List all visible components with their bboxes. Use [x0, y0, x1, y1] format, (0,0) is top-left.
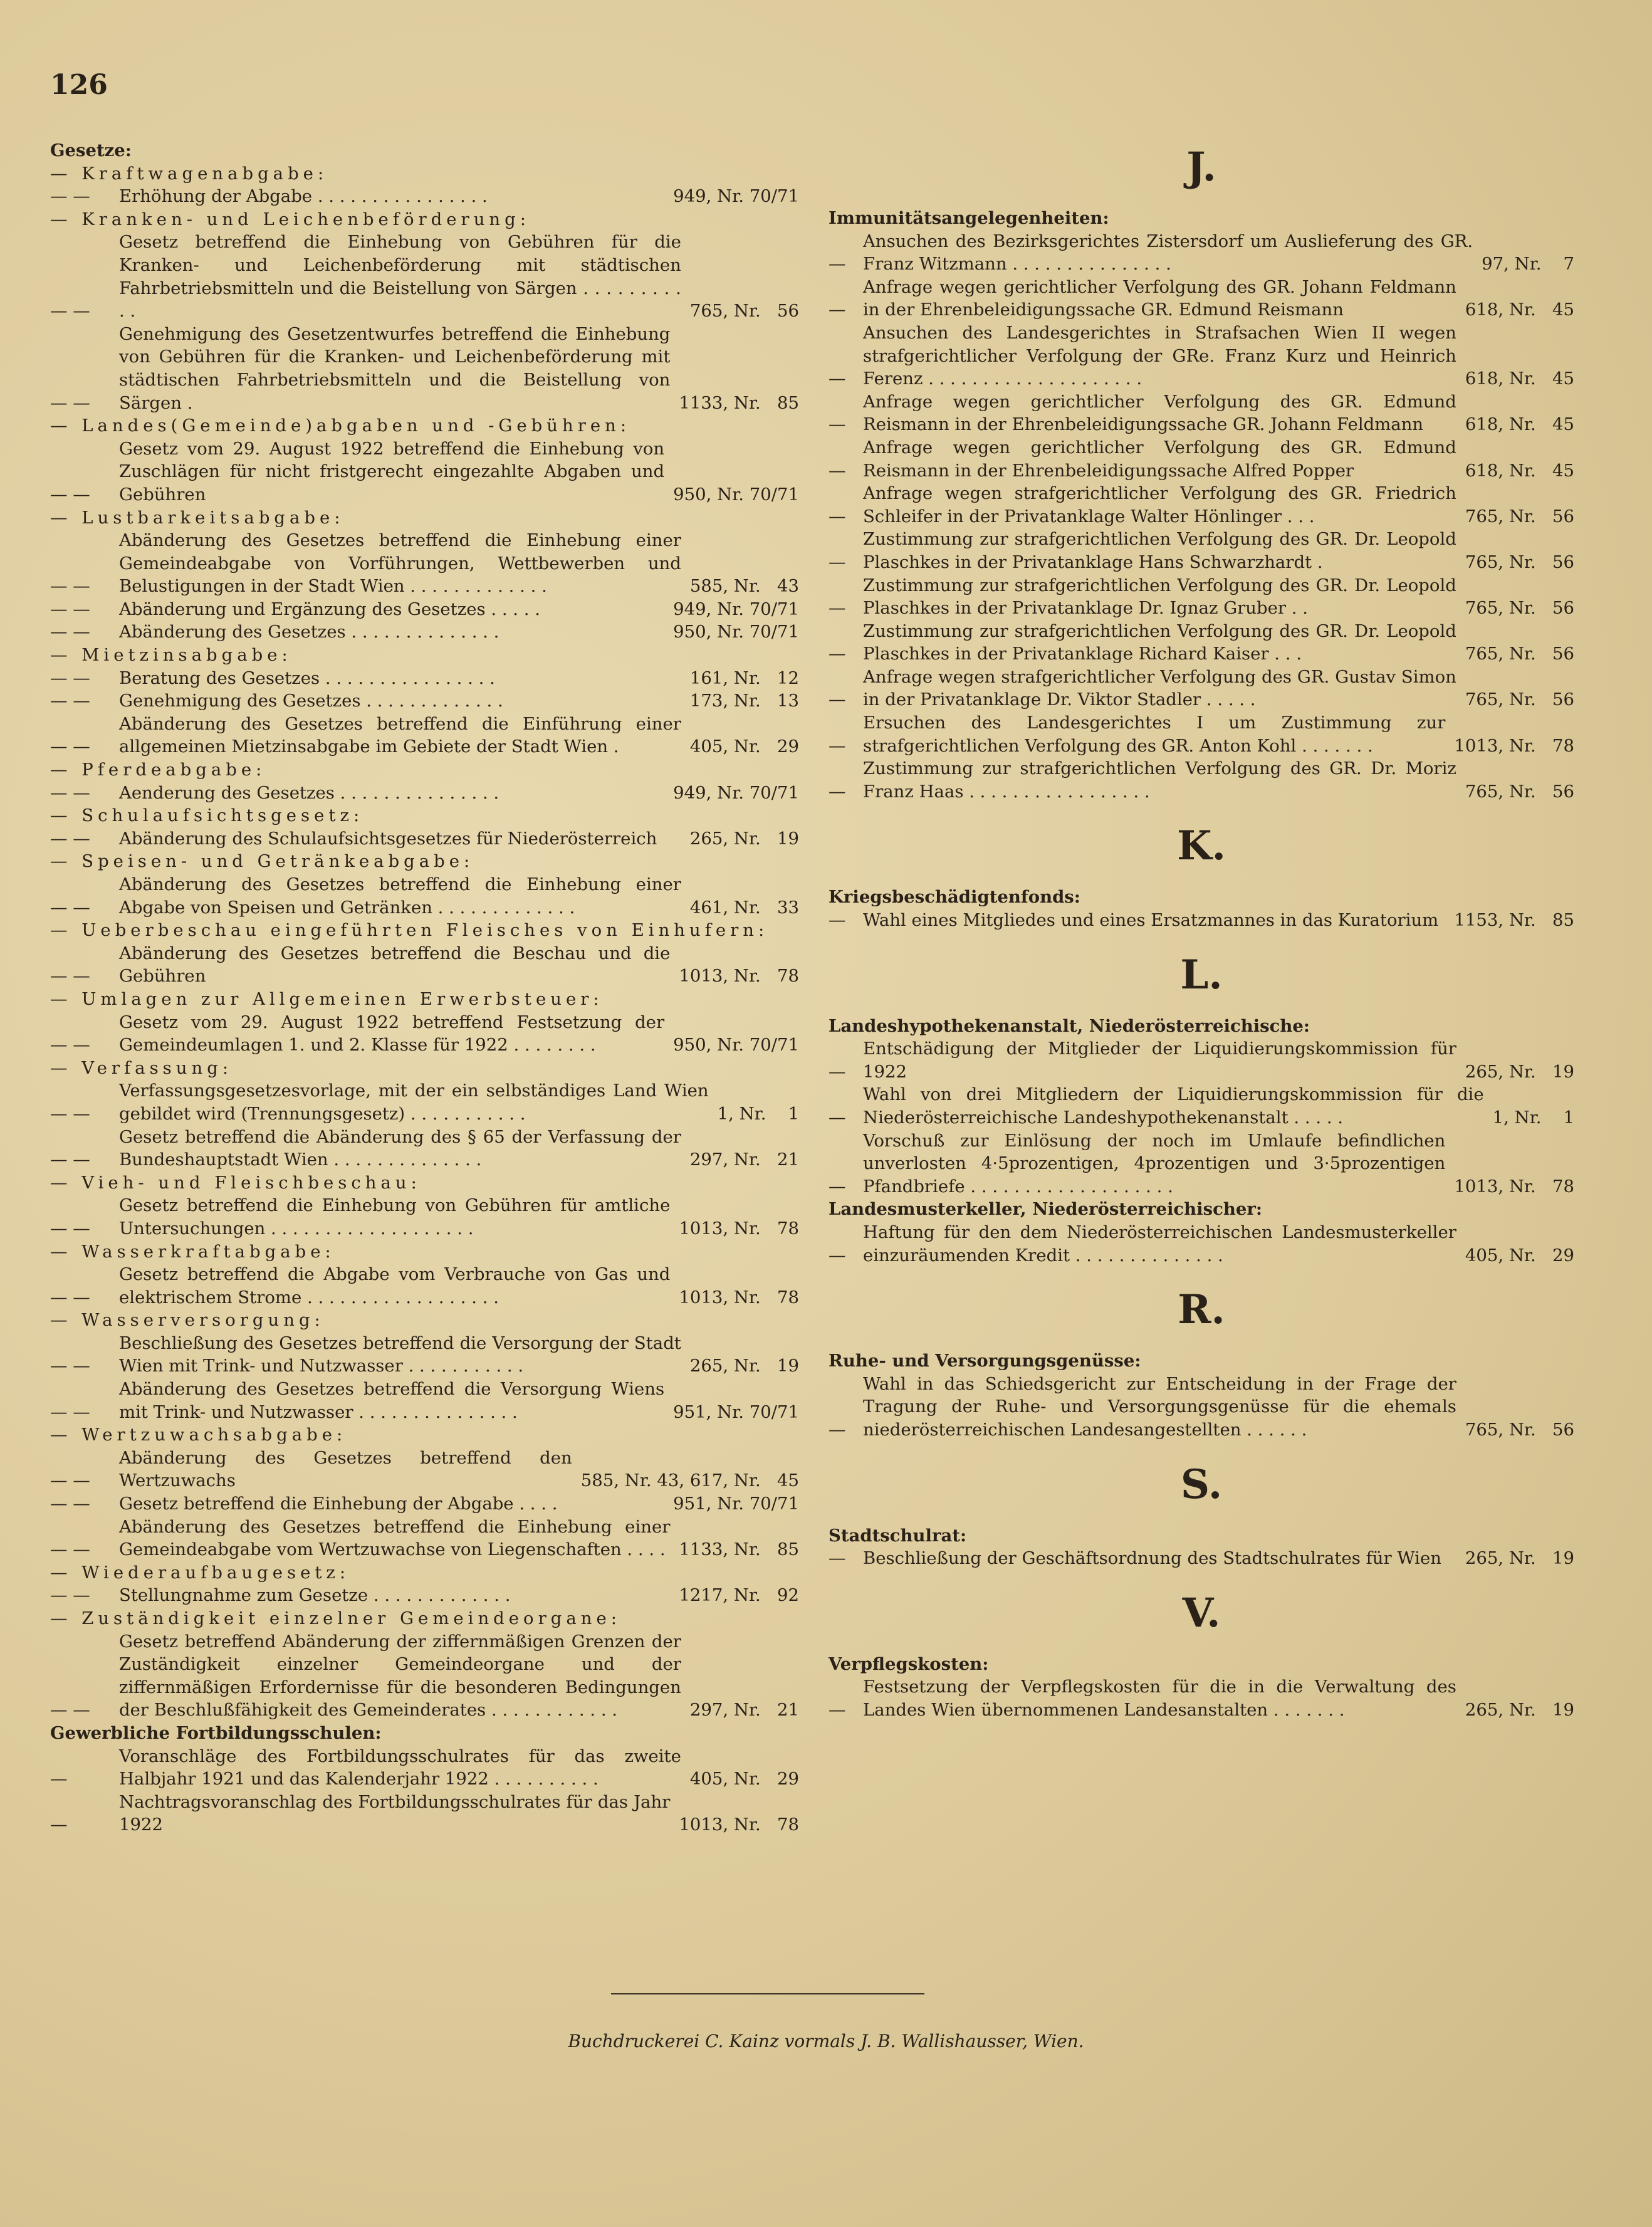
index-entry: [829, 1675, 1574, 1721]
entry-text: Wahl eines Mitgliedes und eines Ersatzmannes in das Kuratorium: [863, 910, 1439, 931]
subheading: — Kraftwagenabgabe:: [50, 163, 328, 184]
section-heading: Kriegsbeschädigtenfonds:: [829, 887, 1080, 908]
subheading: — Zuständigkeit einzelner Gemeindeorgane:: [50, 1608, 622, 1628]
entry-ref: 1013, Nr. 78: [679, 1218, 799, 1239]
entry-text: Anfrage wegen gerichtlicher Verfolgung des GR. Johann Feldmann in der Ehrenbeleidigungssache GR. Edmund Reismann: [863, 276, 1456, 320]
entry-text: Gesetz vom 29. August 1922 betreffend die Einhebung von Zuschlägen für nicht fristgerecht eingezahlte Abgaben und Gebühren: [119, 438, 665, 505]
letter-heading: R.: [1178, 1286, 1225, 1334]
entry-ref: 765, Nr. 56: [1465, 1419, 1574, 1440]
entry-marker: — —: [50, 1585, 90, 1606]
index-entry: [829, 711, 1574, 757]
index-entry: [50, 621, 799, 644]
entry-ref: 405, Nr. 29: [689, 736, 799, 757]
index-entry: [50, 667, 799, 690]
entry-text: Beschließung der Geschäftsordnung des Stadtschulrates für Wien: [863, 1548, 1441, 1569]
index-entry: [50, 438, 799, 506]
entry-marker: —: [829, 1108, 846, 1128]
index-entry: [50, 1079, 799, 1125]
entry-ref: 951, Nr. 70/71: [673, 1402, 799, 1422]
entry-text: Ansuchen des Bezirksgerichtes Zistersdorf um Auslieferung des GR. Franz Witzmann . . . . . . . . . . . . . . .: [863, 231, 1473, 275]
entry-marker: — —: [50, 828, 90, 849]
entry-text: Zustimmung zur strafgerichtlichen Verfolgung des GR. Dr. Leopold Plaschkes in der Privatanklage Richard Kaiser . . .: [863, 621, 1456, 664]
subheading: — Wasserkraftabgabe:: [50, 1241, 335, 1262]
entry-text: Abänderung des Gesetzes betreffend die Beschau und die Gebühren: [119, 943, 671, 987]
section-heading: Ruhe- und Versorgungsgenüsse:: [829, 1351, 1141, 1371]
entry-marker: —: [50, 1769, 68, 1789]
index-entry: [829, 666, 1574, 711]
left-column: [50, 139, 799, 1837]
entry-text: Abänderung des Gesetzes betreffend die Einhebung einer Abgabe von Speisen und Getränken . . . . . . . . . . . . .: [119, 874, 681, 918]
entry-ref: 265, Nr. 19: [1465, 1548, 1574, 1569]
subheading: — Wertzuwachsabgabe:: [50, 1425, 347, 1445]
entry-text: Abänderung des Gesetzes betreffend die Versorgung Wiens mit Trink- und Nutzwasser . . . . . . . . . . . . . . .: [119, 1379, 665, 1422]
entry-marker: —: [829, 552, 846, 572]
index-entry: [829, 528, 1574, 574]
entry-text: Wahl von drei Mitgliedern der Liquidierungskommission für die Niederösterreichische Landeshypothekenanstalt . . . . .: [863, 1084, 1484, 1128]
entry-marker: —: [829, 735, 846, 756]
entry-text: Verfassungsgesetzesvorlage, mit der ein selbständiges Land Wien gebildet wird (Trennungsgesetz) . . . . . . . . . . .: [119, 1081, 709, 1124]
entry-ref: 297, Nr. 21: [689, 1150, 799, 1170]
entry-marker: —: [829, 414, 846, 435]
printer-imprint: Buchdruckerei C. Kainz vormals J. B. Wallishausser, Wien.: [568, 2031, 1084, 2051]
entry-text: Ersuchen des Landesgerichtes I um Zustimmung zur strafgerichtlichen Verfolgung des GR. Anton Kohl . . . . . . .: [863, 713, 1446, 756]
subheading: — Kranken- und Leichenbeförderung:: [50, 209, 530, 229]
index-entry: [50, 529, 799, 598]
entry-marker: — —: [50, 966, 90, 987]
entry-ref: 1013, Nr. 78: [679, 1287, 799, 1307]
index-entry: [50, 1584, 799, 1607]
entry-ref: 950, Nr. 70/71: [673, 484, 799, 505]
index-entry: [50, 689, 799, 713]
entry-text: Erhöhung der Abgabe . . . . . . . . . . . . . . . .: [119, 186, 488, 207]
index-entry: [50, 873, 799, 919]
entry-marker: — —: [50, 668, 90, 688]
index-entry: [50, 185, 799, 208]
entry-ref: 97, Nr. 7: [1482, 254, 1574, 275]
entry-text: Voranschläge des Fortbildungsschulrates für das zweite Halbjahr 1921 und das Kalenderjahr 1922 . . . . . . . . . .: [119, 1746, 681, 1789]
entry-ref: 1133, Nr. 85: [679, 392, 799, 413]
entry-marker: — —: [50, 1150, 90, 1170]
entry-ref: 765, Nr. 56: [1465, 506, 1574, 527]
entry-text: Anfrage wegen gerichtlicher Verfolgung des GR. Edmund Reismann in der Ehrenbeleidigungssache Alfred Popper: [863, 437, 1456, 481]
entry-marker: — —: [50, 1494, 90, 1514]
subheading: — Umlagen zur Allgemeinen Erwerbsteuer:: [50, 988, 604, 1009]
entry-ref: 618, Nr. 45: [1465, 369, 1574, 389]
entry-ref: 1217, Nr. 92: [679, 1585, 799, 1606]
index-entry: [50, 1332, 799, 1378]
subheading: — Wasserversorgung:: [50, 1310, 325, 1331]
entry-marker: —: [829, 254, 846, 275]
entry-marker: — —: [50, 691, 90, 711]
entry-ref: 173, Nr. 13: [689, 691, 799, 711]
index-entry: [50, 231, 799, 322]
index-entry: [50, 1263, 799, 1309]
index-entry: [829, 757, 1574, 803]
entry-text: Abänderung des Gesetzes betreffend die Einführung einer allgemeinen Mietzinsabgabe im Gebiete der Stadt Wien .: [119, 713, 681, 757]
entry-ref: 765, Nr. 56: [1465, 689, 1574, 710]
subheading: — Lustbarkeitsabgabe:: [50, 507, 345, 528]
entry-marker: — —: [50, 1035, 90, 1056]
entry-marker: —: [829, 1245, 846, 1265]
entry-ref: 1133, Nr. 85: [679, 1539, 799, 1560]
entry-ref: 1, Nr. 1: [717, 1103, 799, 1124]
entry-text: Zustimmung zur strafgerichtlichen Verfolgung des GR. Dr. Leopold Plaschkes in der Privatanklage Hans Schwarzhardt .: [863, 529, 1456, 572]
index-entry: [50, 1492, 799, 1516]
entry-ref: 405, Nr. 29: [689, 1769, 799, 1789]
entry-ref: 405, Nr. 29: [1465, 1245, 1574, 1265]
entry-marker: —: [829, 506, 846, 527]
entry-ref: 765, Nr. 56: [689, 301, 799, 322]
page-number: 126: [50, 69, 108, 101]
entry-ref: 1013, Nr. 78: [679, 966, 799, 987]
entry-ref: 618, Nr. 45: [1465, 300, 1574, 320]
index-entry: [829, 276, 1574, 322]
index-entry: [829, 1373, 1574, 1442]
entry-marker: —: [829, 598, 846, 619]
entry-text: Gesetz betreffend die Abgabe vom Verbrauche von Gas und elektrischem Strome . . . . . . . . . . . . . . . . . .: [119, 1264, 671, 1307]
entry-marker: — —: [50, 622, 90, 642]
entry-text: Abänderung des Gesetzes betreffend die Einhebung einer Gemeindeabgabe von Vorführungen, Wettbewerben und Belustigungen in der Stadt Wien . . . . . . . . . . . . .: [119, 530, 681, 597]
index-entry: [50, 1630, 799, 1722]
entry-marker: —: [829, 1548, 846, 1569]
entry-marker: — —: [50, 484, 90, 505]
entry-text: Abänderung des Gesetzes betreffend den Wertzuwachs: [119, 1447, 572, 1491]
entry-marker: — —: [50, 186, 90, 207]
entry-marker: — —: [50, 1218, 90, 1239]
entry-text: Anfrage wegen gerichtlicher Verfolgung des GR. Edmund Reismann in der Ehrenbeleidigungssache GR. Johann Feldmann: [863, 391, 1456, 435]
entry-text: Stellungnahme zum Gesetze . . . . . . . . . . . . .: [119, 1585, 511, 1606]
entry-text: Gesetz vom 29. August 1922 betreffend Festsetzung der Gemeindeumlagen 1. und 2. Klasse für 1922 . . . . . . . .: [119, 1012, 665, 1056]
entry-text: Abänderung des Gesetzes . . . . . . . . . . . . . .: [119, 622, 499, 642]
entry-ref: 618, Nr. 45: [1465, 414, 1574, 435]
index-entry: [829, 482, 1574, 528]
entry-ref: 585, Nr. 43, 617, Nr. 45: [580, 1470, 799, 1491]
entry-text: Ansuchen des Landesgerichtes in Strafsachen Wien II wegen strafgerichtlicher Verfolgung der GRe. Franz Kurz und Heinrich Ferenz . . . . . . . . . . . . . . . . . . . .: [863, 322, 1456, 389]
entry-marker: — —: [50, 1470, 90, 1491]
divider-rule: [611, 1993, 924, 1994]
entry-marker: —: [829, 369, 846, 389]
entry-text: Abänderung des Schulaufsichtsgesetzes für Niederösterreich: [119, 828, 657, 849]
index-entry: [50, 1378, 799, 1423]
entry-ref: 949, Nr. 70/71: [673, 599, 799, 619]
subheading: — Speisen- und Getränkeabgabe:: [50, 851, 474, 872]
entry-ref: 461, Nr. 33: [689, 897, 799, 918]
subheading: — Verfassung:: [50, 1057, 233, 1078]
entry-ref: 618, Nr. 45: [1465, 460, 1574, 481]
entry-marker: — —: [50, 897, 90, 918]
entry-text: Beratung des Gesetzes . . . . . . . . . . . . . . . .: [119, 668, 495, 688]
entry-marker: — —: [50, 1287, 90, 1307]
entry-text: Entschädigung der Mitglieder der Liquidierungskommission für 1922: [863, 1039, 1456, 1082]
entry-ref: 265, Nr. 19: [689, 828, 799, 849]
entry-ref: 585, Nr. 43: [689, 576, 799, 597]
entry-marker: —: [829, 1176, 846, 1197]
right-column: [829, 139, 1574, 1722]
subheading: — Vieh- und Fleischbeschau:: [50, 1172, 421, 1193]
entry-text: Genehmigung des Gesetzes . . . . . . . . . . . . .: [119, 691, 503, 711]
section-heading: Landeshypothekenanstalt, Niederösterreichische:: [829, 1015, 1310, 1036]
section-heading: Landesmusterkeller, Niederösterreichischer:: [829, 1199, 1262, 1220]
entry-ref: 950, Nr. 70/71: [673, 1035, 799, 1056]
entry-marker: —: [829, 910, 846, 931]
section-heading: Verpflegskosten:: [829, 1653, 989, 1674]
entry-marker: —: [829, 1061, 846, 1082]
entry-marker: — —: [50, 782, 90, 803]
index-entry: [829, 390, 1574, 436]
letter-heading: V.: [1182, 1589, 1221, 1637]
index-entry: [50, 1126, 799, 1171]
subheading: — Landes(Gemeinde)abgaben und -Gebühren:: [50, 416, 631, 436]
entry-text: Wahl in das Schiedsgericht zur Entscheidung in der Frage der Tragung der Ruhe- und Versorgungsgenüsse für die ehemals niederösterreichischen Landesangestellten . . . . . .: [863, 1373, 1456, 1440]
subheading: — Ueberbeschau eingeführten Fleisches von Einhufern:: [50, 920, 769, 941]
entry-ref: 765, Nr. 56: [1465, 552, 1574, 572]
index-entry: [50, 1516, 799, 1561]
index-entry: [829, 1221, 1574, 1267]
entry-marker: — —: [50, 1356, 90, 1376]
entry-marker: — —: [50, 392, 90, 413]
entry-text: Festsetzung der Verpflegskosten für die in die Verwaltung des Landes Wien übernommenen Landesanstalten . . . . . . .: [863, 1677, 1456, 1720]
index-entry: [50, 782, 799, 805]
entry-marker: —: [829, 644, 846, 664]
index-entry: [829, 1129, 1574, 1198]
index-entry: [829, 620, 1574, 666]
entry-ref: 765, Nr. 56: [1465, 781, 1574, 802]
entry-ref: 765, Nr. 56: [1465, 644, 1574, 664]
entry-text: Anfrage wegen strafgerichtlicher Verfolgung des GR. Gustav Simon in der Privatanklage Dr. Viktor Stadler . . . . .: [863, 666, 1456, 710]
index-entry: [829, 909, 1574, 932]
section-heading: Gesetze:: [50, 140, 132, 160]
entry-marker: — —: [50, 1700, 90, 1721]
index-entry: [50, 1011, 799, 1057]
index-entry: [829, 230, 1574, 276]
letter-heading: J.: [1186, 144, 1216, 191]
entry-text: Zustimmung zur strafgerichtlichen Verfolgung des GR. Dr. Moriz Franz Haas . . . . . . . . . . . . . . . . .: [863, 758, 1456, 802]
entry-text: Gesetz betreffend die Einhebung der Abgabe . . . .: [119, 1494, 558, 1514]
index-entry: [50, 827, 799, 851]
entry-text: Gesetz betreffend die Einhebung von Gebühren für amtliche Untersuchungen . . . . . . . . . . . . . . . . . . .: [119, 1195, 671, 1239]
entry-marker: — —: [50, 1103, 90, 1124]
entry-ref: 1, Nr. 1: [1492, 1108, 1574, 1128]
letter-heading: L.: [1180, 951, 1223, 998]
index-entry: [829, 436, 1574, 482]
entry-ref: 949, Nr. 70/71: [673, 782, 799, 803]
entry-text: Nachtragsvoranschlag des Fortbildungsschulrates für das Jahr 1922: [119, 1791, 671, 1835]
entry-ref: 949, Nr. 70/71: [673, 186, 799, 207]
section-heading: Stadtschulrat:: [829, 1525, 967, 1546]
letter-heading: K.: [1177, 822, 1226, 870]
entry-text: Abänderung des Gesetzes betreffend die Einhebung einer Gemeindeabgabe vom Wertzuwachse von Liegenschaften . . . .: [119, 1516, 671, 1560]
entry-ref: 1013, Nr. 78: [679, 1815, 799, 1835]
entry-marker: — —: [50, 576, 90, 597]
entry-text: Aenderung des Gesetzes . . . . . . . . . . . . . . .: [119, 782, 499, 803]
entry-marker: —: [829, 781, 846, 802]
index-entry: [50, 713, 799, 758]
entry-marker: —: [829, 1699, 846, 1720]
entry-ref: 265, Nr. 19: [1465, 1699, 1574, 1720]
entry-marker: —: [829, 689, 846, 710]
entry-marker: —: [829, 300, 846, 320]
entry-text: Zustimmung zur strafgerichtlichen Verfolgung des GR. Dr. Leopold Plaschkes in der Privatanklage Dr. Ignaz Gruber . .: [863, 575, 1456, 619]
entry-marker: — —: [50, 301, 90, 322]
entry-ref: 765, Nr. 56: [1465, 598, 1574, 619]
entry-ref: 1013, Nr. 78: [1454, 735, 1574, 756]
entry-ref: 297, Nr. 21: [689, 1700, 799, 1721]
entry-text: Gesetz betreffend die Abänderung des § 65 der Verfassung der Bundeshauptstadt Wien . . . . . . . . . . . . . .: [119, 1126, 681, 1170]
subheading: — Wiederaufbaugesetz:: [50, 1562, 350, 1583]
entry-ref: 161, Nr. 12: [689, 668, 799, 688]
index-entry: [829, 1037, 1574, 1083]
index-entry: [829, 1083, 1574, 1129]
entry-text: Anfrage wegen strafgerichtlicher Verfolgung des GR. Friedrich Schleifer in der Privatanklage Walter Hönlinger . . .: [863, 483, 1456, 527]
entry-text: Gesetz betreffend Abänderung der ziffernmäßigen Grenzen der Zuständigkeit einzelner Gemeindeorgane und der ziffernmäßigen Erfordernisse für die besonderen Bedingungen der Beschlußfähigkeit des Gemeinderates . . . . . . . . . . . .: [119, 1631, 681, 1721]
section-heading: Gewerbliche Fortbildungsschulen:: [50, 1722, 382, 1743]
section-heading: Immunitätsangelegenheiten:: [829, 208, 1109, 228]
entry-text: Genehmigung des Gesetzentwurfes betreffend die Einhebung von Gebühren für die Kranken- und Leichenbeförderung mit städtischen Fahrbetriebsmitteln und die Beistellung von Särgen .: [119, 323, 671, 413]
index-entry: [50, 1447, 799, 1492]
entry-marker: — —: [50, 1402, 90, 1422]
subheading: — Schulaufsichtsgesetz:: [50, 805, 364, 826]
entry-text: Beschließung des Gesetzes betreffend die Versorgung der Stadt Wien mit Trink- und Nutzwasser . . . . . . . . . . .: [119, 1333, 681, 1376]
entry-ref: 1153, Nr. 85: [1454, 910, 1574, 931]
index-entry: [50, 1194, 799, 1240]
entry-text: Gesetz betreffend die Einhebung von Gebühren für die Kranken- und Leichenbeförderung mit städtischen Fahrbetriebsmitteln und die Beistellung von Särgen . . . . . . . . . . .: [119, 232, 681, 322]
entry-text: Haftung für den dem Niederösterreichischen Landesmusterkeller einzuräumenden Kredit . . . . . . . . . . . . . .: [863, 1222, 1456, 1265]
index-entry: [829, 574, 1574, 620]
index-entry: [50, 598, 799, 621]
index-entry: [50, 323, 799, 414]
index-entry: [50, 1745, 799, 1791]
subheading: — Mietzinsabgabe:: [50, 645, 292, 666]
index-entry: [829, 322, 1574, 390]
entry-ref: 951, Nr. 70/71: [673, 1494, 799, 1514]
entry-marker: —: [829, 1419, 846, 1440]
subheading: — Pferdeabgabe:: [50, 760, 266, 780]
entry-marker: — —: [50, 1539, 90, 1560]
index-entry: [50, 942, 799, 988]
entry-ref: 950, Nr. 70/71: [673, 622, 799, 642]
entry-ref: 265, Nr. 19: [689, 1356, 799, 1376]
entry-ref: 1013, Nr. 78: [1454, 1176, 1574, 1197]
entry-text: Vorschuß zur Einlösung der noch im Umlaufe befindlichen unverlosten 4·5prozentigen, 4prozentigen und 3·5prozentigen Pfandbriefe . . . . . . . . . . . . . . . . . . .: [863, 1130, 1446, 1197]
letter-heading: S.: [1180, 1460, 1223, 1508]
entry-marker: — —: [50, 599, 90, 619]
entry-marker: —: [50, 1815, 68, 1835]
entry-text: Abänderung und Ergänzung des Gesetzes . . . . .: [119, 599, 541, 619]
index-entry: [829, 1547, 1574, 1570]
entry-marker: — —: [50, 736, 90, 757]
index-entry: [50, 1791, 799, 1837]
entry-marker: —: [829, 460, 846, 481]
entry-ref: 265, Nr. 19: [1465, 1061, 1574, 1082]
